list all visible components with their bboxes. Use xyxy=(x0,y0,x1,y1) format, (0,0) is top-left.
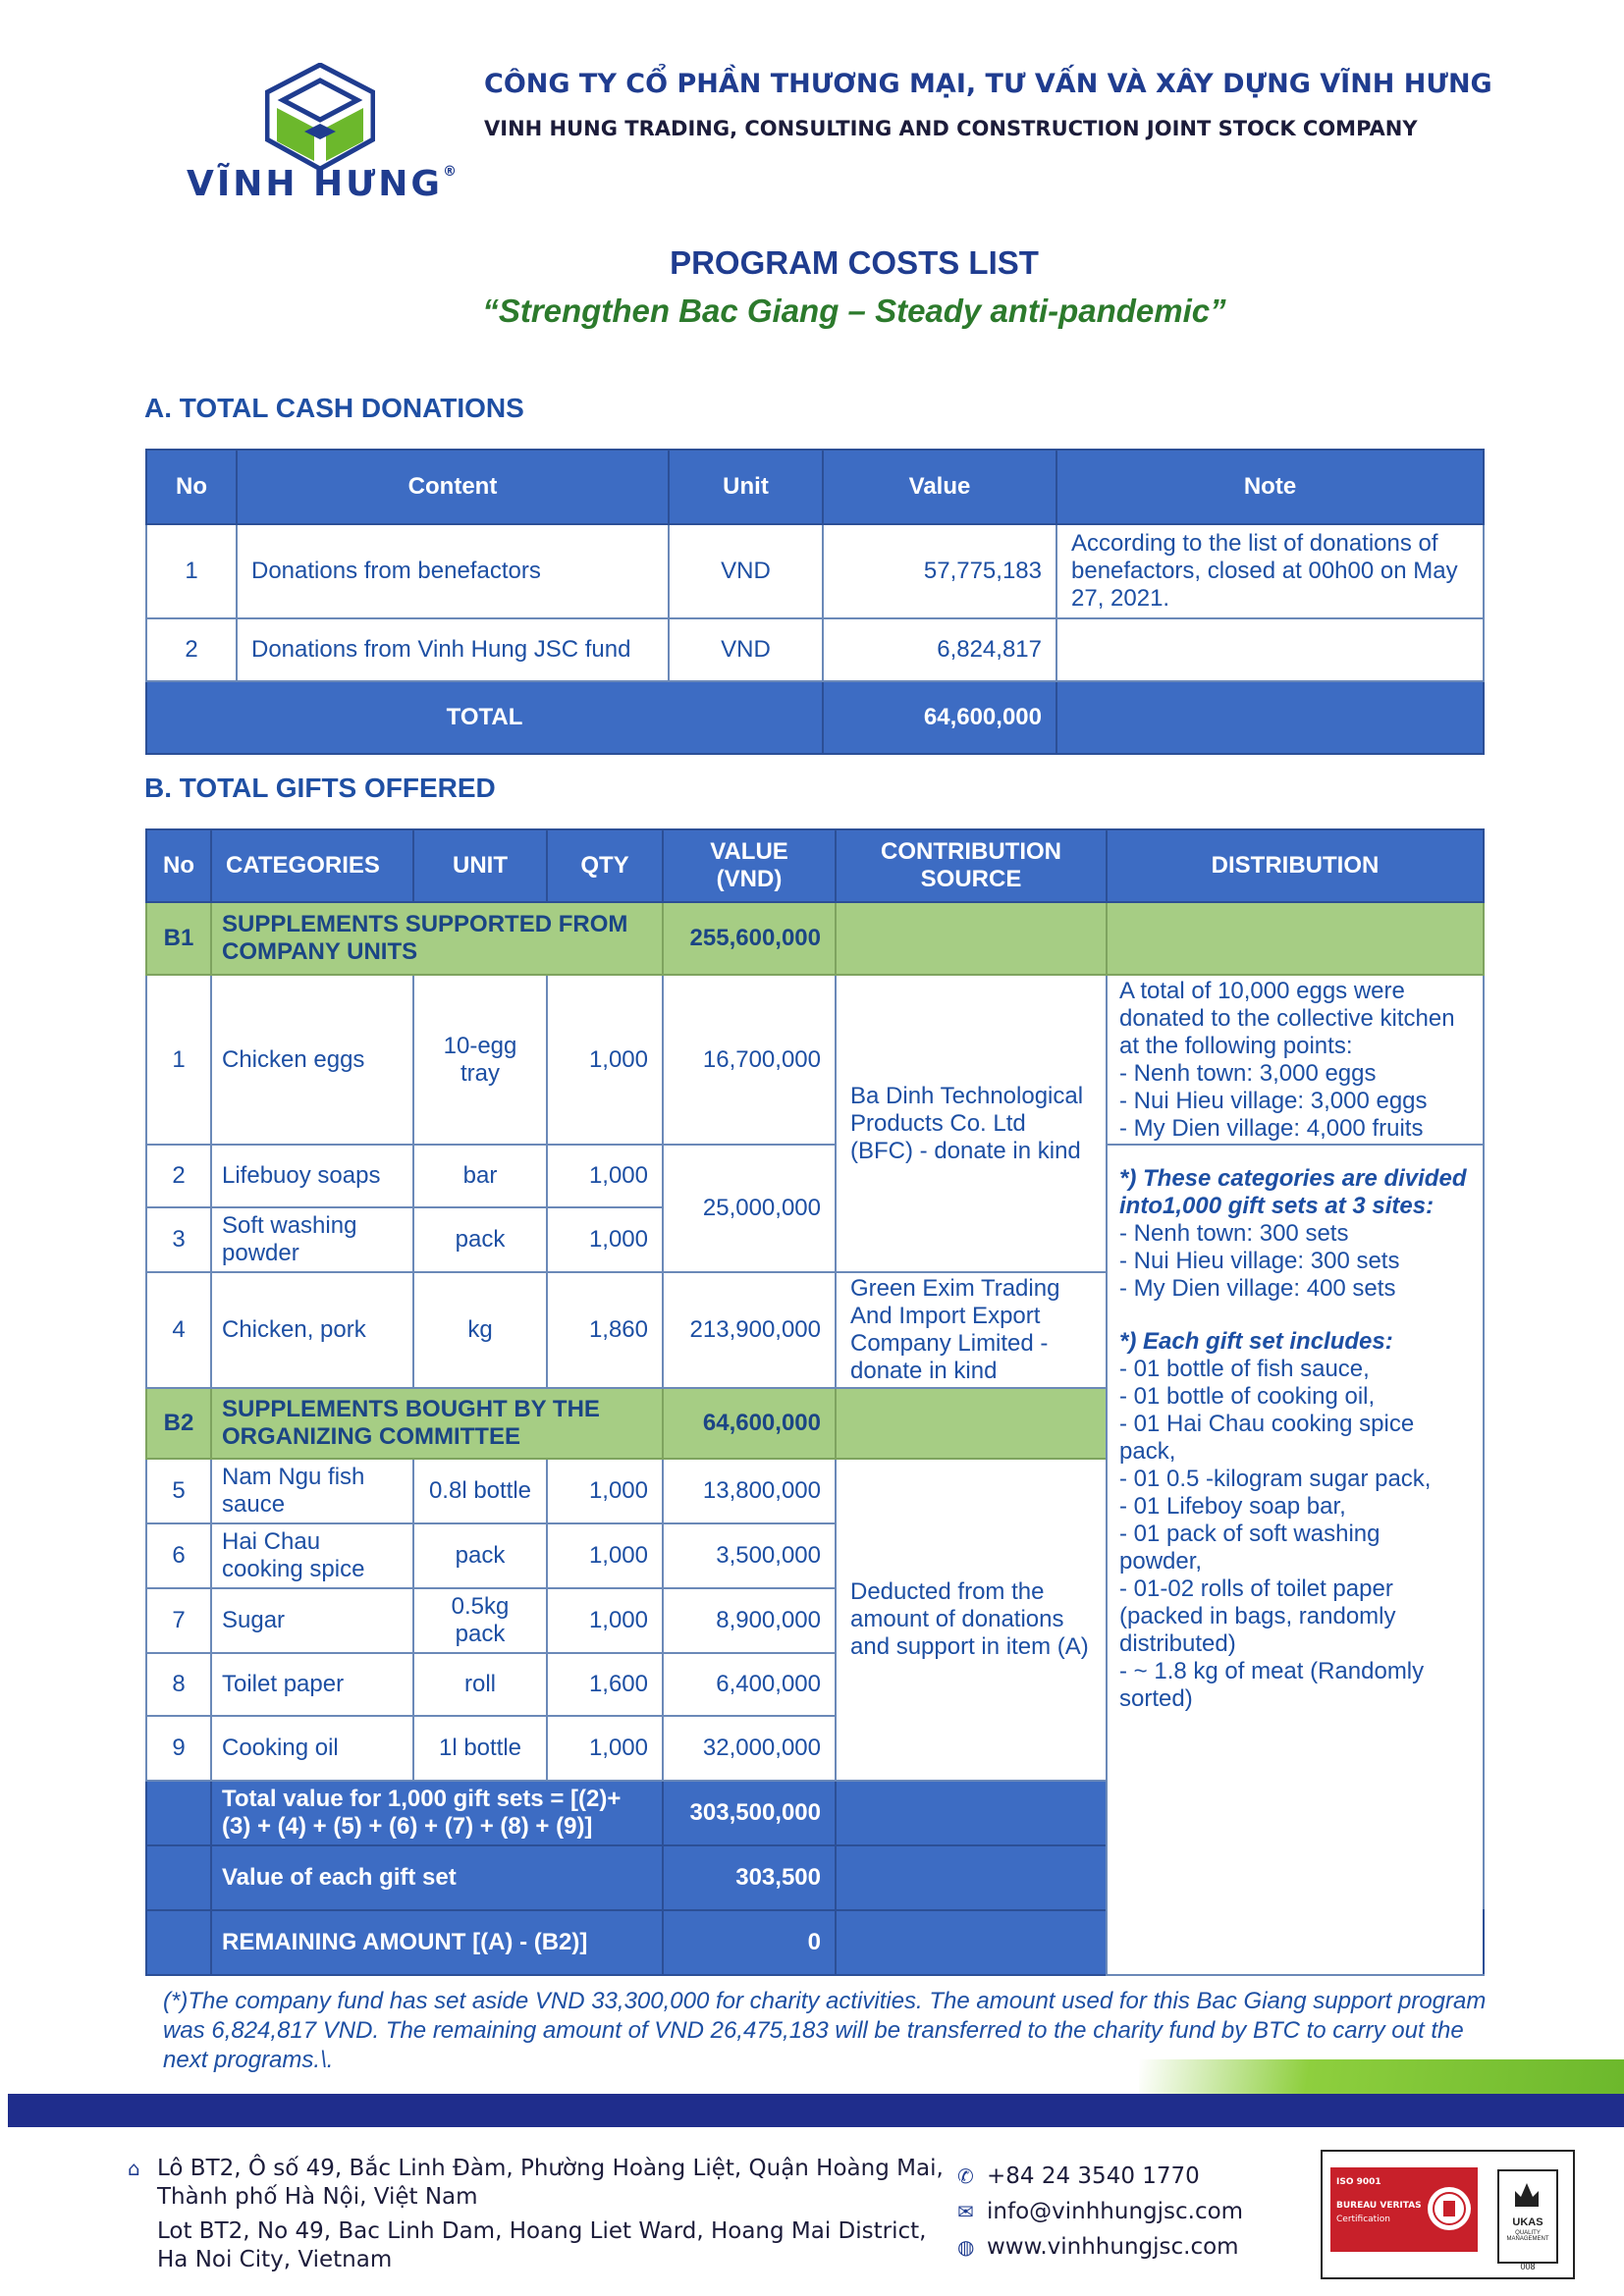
source-green-exim: Green Exim Trading And Import Export Company Limited - donate in kind xyxy=(836,1272,1107,1388)
bv-crest-icon xyxy=(1425,2179,1474,2240)
table-row xyxy=(146,524,1484,618)
contact-website xyxy=(957,2234,1239,2260)
certification-badge xyxy=(1321,2150,1575,2279)
row-no: 9 xyxy=(146,1716,211,1781)
group-code: B1 xyxy=(146,902,211,975)
header-value: Value xyxy=(823,450,1056,524)
header-categories: CATEGORIES xyxy=(211,829,413,902)
ukas-sub: QUALITY MANAGEMENT xyxy=(1506,2230,1549,2242)
total-source-empty xyxy=(836,1845,1107,1910)
distribution-line: A total of 10,000 eggs were donated to the collective kitchen at the following points: xyxy=(1119,977,1455,1059)
row-unit: kg xyxy=(413,1272,547,1388)
gifts-offered-table xyxy=(145,828,1485,1976)
row-no: 6 xyxy=(146,1523,211,1588)
section-a-title: A. TOTAL CASH DONATIONS xyxy=(144,393,524,423)
group-value: 255,600,000 xyxy=(663,902,836,975)
total-value: 0 xyxy=(663,1910,836,1975)
distribution-line: - Nenh town: 3,000 eggs xyxy=(1119,1059,1377,1087)
distribution-line: - 01 bottle of cooking oil, xyxy=(1119,1383,1376,1410)
row-no: 7 xyxy=(146,1588,211,1653)
row-no: 8 xyxy=(146,1653,211,1716)
footer-band-blue xyxy=(8,2094,1624,2127)
row-unit: 0.5kg pack xyxy=(413,1588,547,1653)
header-note: Note xyxy=(1056,450,1484,524)
distribution-line: - 01 0.5 -kilogram sugar pack, xyxy=(1119,1466,1432,1492)
row-value: 6,400,000 xyxy=(663,1653,836,1716)
distribution-line: - My Dien village: 400 sets xyxy=(1119,1275,1396,1302)
row-unit: roll xyxy=(413,1653,547,1716)
distribution-line: - Nui Hieu village: 3,000 eggs xyxy=(1119,1087,1428,1114)
row-qty: 1,000 xyxy=(547,1145,663,1207)
footnote: (*)The company fund has set aside VND 33,300,000 for charity activities. The amount used for this Bac Giang support program was 6,824,817 VND. The remaining amount of VND 26,475,183 will be transferred to the charity fund by BTC to carry out the next programs.\. xyxy=(163,1988,1487,2073)
total-label: Value of each gift set xyxy=(211,1845,663,1910)
total-value: 303,500 xyxy=(663,1845,836,1910)
row-no: 2 xyxy=(146,618,237,681)
header-source: CONTRIBUTION SOURCE xyxy=(836,829,1107,902)
address-text: Lô BT2, Ô số 49, Bắc Linh Đàm, Phường Hoàng Liệt, Quận Hoàng Mai, xyxy=(157,2156,944,2181)
distribution-line: - 01-02 rolls of toilet paper (packed in bags, randomly distributed) xyxy=(1119,1575,1396,1657)
document-title: PROGRAM COSTS LIST xyxy=(670,244,1039,281)
distribution-line: - Nenh town: 300 sets xyxy=(1119,1220,1349,1247)
source-deducted: Deducted from the amount of donations and support in item (A) xyxy=(836,1459,1107,1781)
total-label: Total value for 1,000 gift sets = [(2)+ (3) + (4) + (5) + (6) + (7) + (8) + (9)] xyxy=(211,1781,663,1845)
row-value: 3,500,000 xyxy=(663,1523,836,1588)
group-code: B2 xyxy=(146,1388,211,1459)
source-bfc: Ba Dinh Technological Products Co. Ltd (BFC) - donate in kind xyxy=(836,975,1107,1272)
distribution-line: - My Dien village: 4,000 fruits xyxy=(1119,1114,1424,1142)
total-note-empty xyxy=(1056,681,1484,754)
address-en-line2: Ha Noi City, Vietnam xyxy=(157,2247,393,2272)
distribution-line: - ~ 1.8 kg of meat (Randomly sorted) xyxy=(1119,1658,1425,1712)
table-row xyxy=(146,1145,1484,1207)
header-distribution: DISTRIBUTION xyxy=(1107,829,1484,902)
row-no: 5 xyxy=(146,1459,211,1523)
row-content: Donations from benefactors xyxy=(237,524,669,618)
distribution-line: - 01 bottle of fish sauce, xyxy=(1119,1356,1370,1382)
group-distribution-empty xyxy=(1107,902,1484,975)
distribution-line: - 01 pack of soft washing powder, xyxy=(1119,1521,1380,1575)
group-source-empty xyxy=(836,902,1107,975)
distribution-line: - Nui Hieu village: 300 sets xyxy=(1119,1248,1400,1274)
row-note xyxy=(1056,618,1484,681)
total-no-empty xyxy=(146,1781,211,1845)
row-category: Chicken, pork xyxy=(211,1272,413,1388)
header-unit: UNIT xyxy=(413,829,547,902)
row-category: Sugar xyxy=(211,1588,413,1653)
total-row xyxy=(146,681,1484,754)
row-unit: VND xyxy=(669,524,823,618)
row-category: Hai Chau cooking spice xyxy=(211,1523,413,1588)
table-row xyxy=(146,618,1484,681)
row-note: According to the list of donations of benefactors, closed at 00h00 on May 27, 2021. xyxy=(1056,524,1484,618)
row-value: 32,000,000 xyxy=(663,1716,836,1781)
row-unit: 10-egg tray xyxy=(413,975,547,1145)
distribution-note: *) These categories are divided into1,000 gift sets at 3 sites: xyxy=(1119,1165,1467,1219)
row-value: 57,775,183 xyxy=(823,524,1056,618)
row-qty: 1,000 xyxy=(547,1716,663,1781)
row-value: 213,900,000 xyxy=(663,1272,836,1388)
section-b-title: B. TOTAL GIFTS OFFERED xyxy=(144,773,496,803)
row-unit: 0.8l bottle xyxy=(413,1459,547,1523)
website-text: www.vinhhungjsc.com xyxy=(987,2234,1239,2260)
ukas-mark xyxy=(1497,2169,1558,2264)
group-value: 64,600,000 xyxy=(663,1388,836,1459)
cert-iso: ISO 9001 xyxy=(1336,2177,1381,2187)
header-unit: Unit xyxy=(669,450,823,524)
distribution-sets xyxy=(1107,1145,1484,1975)
ukas-text: UKAS xyxy=(1512,2216,1543,2228)
contact-phone xyxy=(957,2163,1200,2189)
row-no: 1 xyxy=(146,524,237,618)
row-value-merged: 25,000,000 xyxy=(663,1145,836,1272)
row-content: Donations from Vinh Hung JSC fund xyxy=(237,618,669,681)
table-header-row xyxy=(146,450,1484,524)
row-unit: VND xyxy=(669,618,823,681)
email-icon: ✉ xyxy=(957,2200,974,2223)
row-qty: 1,000 xyxy=(547,1207,663,1272)
row-category: Chicken eggs xyxy=(211,975,413,1145)
globe-icon: ◍ xyxy=(957,2235,975,2259)
cert-bv-sub: Certification xyxy=(1336,2215,1390,2224)
cert-bv: BUREAU VERITAS xyxy=(1336,2201,1422,2211)
address-vn-line2: Thành phố Hà Nội, Việt Nam xyxy=(157,2184,478,2210)
total-no-empty xyxy=(146,1845,211,1910)
group-label: SUPPLEMENTS BOUGHT BY THE ORGANIZING COMMITTEE xyxy=(211,1388,663,1459)
row-category: Cooking oil xyxy=(211,1716,413,1781)
distribution-line: - 01 Hai Chau cooking spice pack, xyxy=(1119,1411,1415,1465)
row-no: 4 xyxy=(146,1272,211,1388)
row-no: 2 xyxy=(146,1145,211,1207)
header-value: VALUE (VND) xyxy=(663,829,836,902)
phone-icon: ✆ xyxy=(957,2164,974,2188)
row-qty: 1,000 xyxy=(547,1523,663,1588)
total-source-empty xyxy=(836,1910,1107,1975)
row-value: 6,824,817 xyxy=(823,618,1056,681)
distribution-note: *) Each gift set includes: xyxy=(1119,1328,1393,1355)
contact-email xyxy=(957,2199,1243,2224)
group-source-empty xyxy=(836,1388,1107,1459)
total-label: REMAINING AMOUNT [(A) - (B2)] xyxy=(211,1910,663,1975)
group-row-b1 xyxy=(146,902,1484,975)
header-no: No xyxy=(146,450,237,524)
header-content: Content xyxy=(237,450,669,524)
total-no-empty xyxy=(146,1910,211,1975)
total-value: 303,500,000 xyxy=(663,1781,836,1845)
row-qty: 1,000 xyxy=(547,1588,663,1653)
total-value: 64,600,000 xyxy=(823,681,1056,754)
row-qty: 1,860 xyxy=(547,1272,663,1388)
table-header-row xyxy=(146,829,1484,902)
row-unit: bar xyxy=(413,1145,547,1207)
row-no: 3 xyxy=(146,1207,211,1272)
crown-icon xyxy=(1511,2177,1543,2213)
total-label: TOTAL xyxy=(146,681,823,754)
home-icon: ⌂ xyxy=(128,2157,140,2180)
row-category: Soft washing powder xyxy=(211,1207,413,1272)
phone-text: +84 24 3540 1770 xyxy=(987,2163,1200,2189)
row-qty: 1,600 xyxy=(547,1653,663,1716)
row-unit: 1l bottle xyxy=(413,1716,547,1781)
row-qty: 1,000 xyxy=(547,975,663,1145)
distribution-line: - 01 Lifeboy soap bar, xyxy=(1119,1493,1346,1520)
bureau-veritas-seal xyxy=(1330,2167,1478,2252)
row-value: 16,700,000 xyxy=(663,975,836,1145)
cert-code: 008 xyxy=(1520,2262,1536,2271)
company-name-vn: CÔNG TY CỔ PHẦN THƯƠNG MẠI, TƯ VẤN VÀ XÂY DỰNG VĨNH HƯNG xyxy=(484,69,1492,99)
total-source-empty xyxy=(836,1781,1107,1845)
row-qty: 1,000 xyxy=(547,1459,663,1523)
row-category: Toilet paper xyxy=(211,1653,413,1716)
address-vn-line1 xyxy=(128,2156,944,2181)
document-subtitle: “Strengthen Bac Giang – Steady anti-pandemic” xyxy=(482,293,1226,329)
logo-wordmark: VĨNH HƯNG® xyxy=(187,164,460,204)
row-category: Nam Ngu fish sauce xyxy=(211,1459,413,1523)
row-value: 13,800,000 xyxy=(663,1459,836,1523)
row-category: Lifebuoy soaps xyxy=(211,1145,413,1207)
address-en-line1: Lot BT2, No 49, Bac Linh Dam, Hoang Liet Ward, Hoang Mai District, xyxy=(157,2218,927,2244)
row-unit: pack xyxy=(413,1207,547,1272)
company-name-en: VINH HUNG TRADING, CONSULTING AND CONSTRUCTION JOINT STOCK COMPANY xyxy=(484,117,1418,140)
cash-donations-table xyxy=(145,449,1485,755)
row-value: 8,900,000 xyxy=(663,1588,836,1653)
group-label: SUPPLEMENTS SUPPORTED FROM COMPANY UNITS xyxy=(211,902,663,975)
header-no: No xyxy=(146,829,211,902)
footer-band-green xyxy=(1139,2059,1624,2094)
company-logo-icon xyxy=(265,63,375,171)
table-row xyxy=(146,975,1484,1145)
header-qty: QTY xyxy=(547,829,663,902)
email-text: info@vinhhungjsc.com xyxy=(987,2199,1244,2224)
row-no: 1 xyxy=(146,975,211,1145)
row-unit: pack xyxy=(413,1523,547,1588)
distribution-eggs xyxy=(1107,975,1484,1145)
